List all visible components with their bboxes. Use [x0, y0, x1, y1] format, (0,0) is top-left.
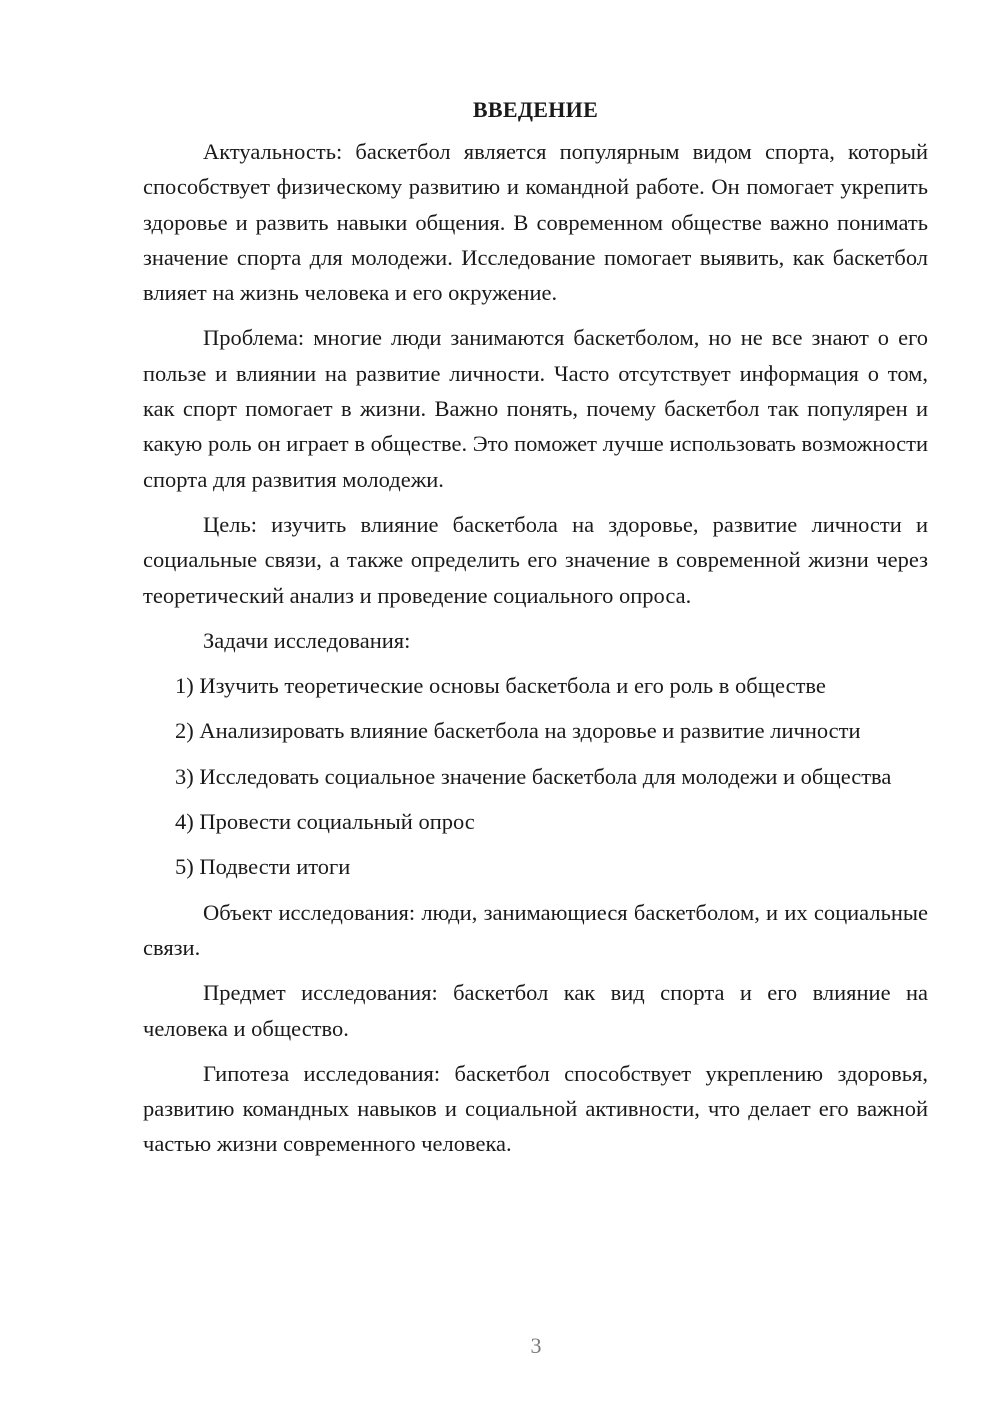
paragraph-problem: Проблема: многие люди занимаются баскетболом, но не все знают о его пользе и влиянии на развитие личности. Часто отсутствует информация о том, как спорт помогает в жизни. Важно понять, почему баскетбол так популярен и какую роль он играет в обществе. Это поможет лучше использовать возможности спорта для развития молодежи. [143, 325, 928, 492]
paragraph-hypothesis: Гипотеза исследования: баскетбол способствует укреплению здоровья, развитию командных навыков и социальной активности, что делает его важной частью жизни современного человека. [143, 1060, 928, 1157]
task-item-4: 4) Провести социальный опрос [175, 809, 475, 835]
paragraph-relevance: Актуальность: баскетбол является популярным видом спорта, который способствует физическому развитию и командной работе. Он помогает укрепить здоровье и развить навыки общения. В современном обществе важно понимать значение спорта для молодежи. Исследование помогает выявить, как баскетбол влияет на жизнь человека и его окружение. [143, 139, 928, 306]
tasks-heading: Задачи исследования: [203, 627, 411, 653]
page-title: ВВЕДЕНИЕ [472, 97, 599, 122]
paragraph-object: Объект исследования: люди, занимающиеся баскетболом, и их социальные связи. [143, 899, 928, 960]
task-item-2: 2) Анализировать влияние баскетбола на здоровье и развитие личности [175, 718, 861, 744]
task-item-5: 5) Подвести итоги [175, 854, 351, 880]
page-number: 3 [530, 1333, 542, 1358]
task-item-1: 1) Изучить теоретические основы баскетбола и его роль в обществе [175, 673, 826, 699]
document-page [143, 92, 928, 1172]
paragraph-subject: Предмет исследования: баскетбол как вид спорта и его влияние на человека и общество. [143, 980, 928, 1041]
paragraph-goal: Цель: изучить влияние баскетбола на здоровье, развитие личности и социальные связи, а также определить его значение в современной жизни через теоретический анализ и проведение социального опроса. [143, 511, 928, 608]
task-item-3: 3) Исследовать социальное значение баскетбола для молодежи и общества [175, 763, 892, 789]
